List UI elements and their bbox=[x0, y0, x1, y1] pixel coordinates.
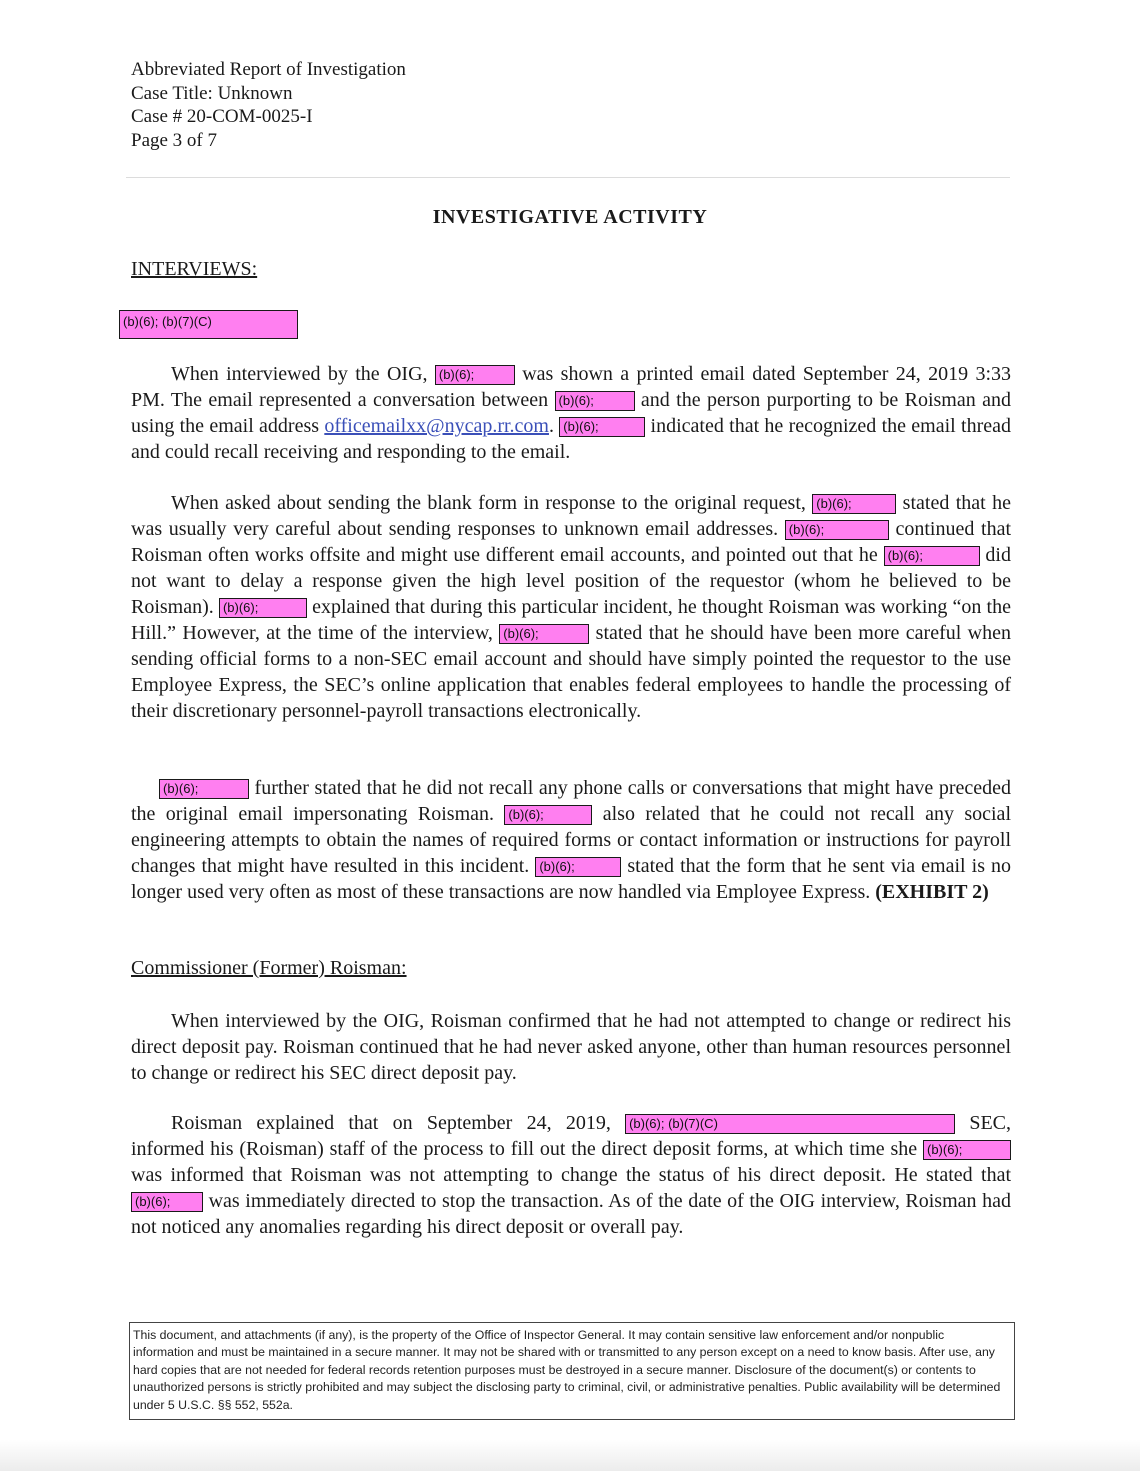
redaction-box: (b)(6); bbox=[923, 1140, 1011, 1160]
redaction-box: (b)(6); bbox=[559, 417, 645, 437]
redaction-box: (b)(6); bbox=[131, 1192, 203, 1212]
redaction-box: (b)(6); bbox=[499, 624, 589, 644]
paragraph-phone-calls: (b)(6); further stated that he did not recall any phone calls or conversations that might have preceded the original email impersonating Roisman. (b)(6); also related that he could not recall any social engineering attempts to obtain the names of required forms or contact information or instructions for payroll changes that might have resulted in this incident. (b)(6); stated that the form that he sent via email is no longer used very often as most of these transactions are now handled via Employee Express. (EXHIBIT 2) bbox=[131, 777, 1012, 903]
redaction-box: (b)(6); bbox=[535, 857, 621, 877]
confidentiality-notice: This document, and attachments (if any), is the property of the Office of Inspector General. It may contain sensitive law enforcement and/or nonpublic information and must be maintained in a secure manner. It may not be shared with or transmitted to any person except on a need to know basis. After use, any hard copies that are not needed for federal records retention purposes must be destroyed in a secure manner. Disclosure of the document(s) or contents to unauthorized persons is strictly prohibited and may subject the disclosing party to criminal, civil, or administrative penalties. Public availability will be determined under 5 U.S.C. §§ 552, 552a. bbox=[129, 1322, 1015, 1420]
redaction-box: (b)(6); bbox=[219, 598, 307, 618]
page-number: Page 3 of 7 bbox=[131, 129, 218, 151]
redaction-box: (b)(6); bbox=[504, 805, 592, 825]
report-type: Abbreviated Report of Investigation bbox=[131, 59, 406, 80]
report-header bbox=[131, 58, 406, 152]
redaction-box: (b)(6); bbox=[812, 494, 896, 514]
header-divider bbox=[126, 177, 1010, 178]
paragraph-roisman-explanation: Roisman explained that on September 24, 2019, (b)(6); (b)(7)(C) SEC, informed his (Roisman) staff of the process to fill out the direct deposit forms, at which time she (b)(6); was informed that Roisman was not attempting to change the status of his direct deposit. He stated that (b)(6); was immediately directed to stop the transaction. As of the date of the OIG interview, Roisman had not noticed any anomalies regarding his direct deposit or overall pay. bbox=[131, 1112, 1011, 1238]
redaction-box: (b)(6); bbox=[435, 365, 515, 385]
case-number: Case # 20-COM-0025-I bbox=[131, 106, 313, 127]
paragraph-email-interview: When interviewed by the OIG, (b)(6); was shown a printed email dated September 24, 2019 3:33 PM. The email represented a conversation between (b)(6); and the person purporting to be Roisman and using the email address officemailxx@nycap.rr.com. (b)(6); indicated that he recognized the email thread and could recall receiving and responding to the email. bbox=[131, 363, 1011, 463]
redaction-box: (b)(6); bbox=[785, 520, 889, 540]
interviews-heading: INTERVIEWS: bbox=[131, 258, 258, 280]
section-title: INVESTIGATIVE ACTIVITY bbox=[432, 206, 708, 228]
case-title: Case Title: Unknown bbox=[131, 82, 293, 104]
paragraph-blank-form-response: When asked about sending the blank form in response to the original request, (b)(6); stated that he was usually very careful about sending responses to unknown email addresses. (b)(6); continued that Roisman often works offsite and might use different email accounts, and pointed out that he (b)(6); did not want to delay a response given the high level position of the requestor (whom he believed to be Roisman). (b)(6); explained that during this particular incident, he thought Roisman was working “on the Hill.” However, at the time of the interview, (b)(6); stated that he should have been more careful when sending official forms to a non-SEC email account and should have simply pointed the requestor to the use Employee Express, the SEC’s online application that enables federal employees to handle the processing of their discretionary personnel-payroll transactions electronically. bbox=[131, 492, 1011, 722]
redaction-box: (b)(6); (b)(7)(C) bbox=[625, 1114, 955, 1134]
commissioner-heading: Commissioner (Former) Roisman: bbox=[131, 957, 407, 979]
paragraph-roisman-interview: When interviewed by the OIG, Roisman confirmed that he had not attempted to change or redirect his direct deposit pay. Roisman continued that he had never asked anyone, other than human resources personnel to change or redirect his SEC direct deposit pay. bbox=[131, 1010, 1011, 1084]
redaction-box: (b)(6); bbox=[884, 546, 980, 566]
page-bottom-shadow bbox=[0, 1440, 1140, 1471]
email-address-link[interactable]: officemailxx@nycap.rr.com bbox=[324, 415, 549, 437]
redaction-box-interviewee-name: (b)(6); (b)(7)(C) bbox=[119, 310, 298, 339]
exhibit-reference: (EXHIBIT 2) bbox=[875, 881, 989, 903]
redaction-box: (b)(6); bbox=[555, 391, 635, 411]
redaction-box: (b)(6); bbox=[159, 779, 249, 799]
